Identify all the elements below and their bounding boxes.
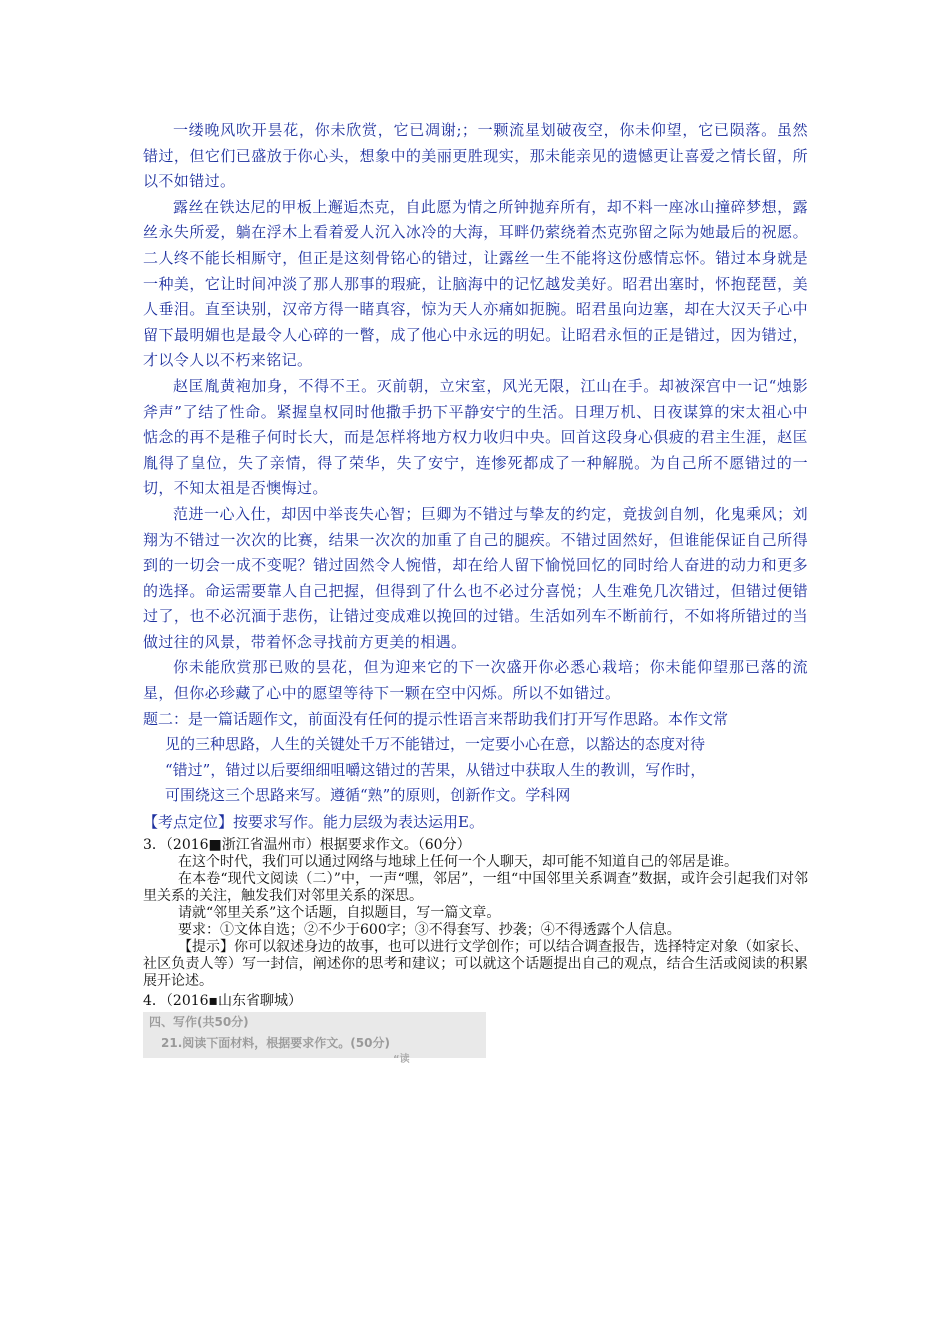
scanned-exam-image bbox=[143, 1012, 486, 1066]
question-3-paragraph: 在本卷“现代文阅读（二）”中，一声“嘿，邻居”，一组“中国邻里关系调查”数据，或许会引起我们对邻里关系的关注，触发我们对邻里关系的深思。 bbox=[143, 871, 808, 905]
question-3-header: 3．（2016■浙江省温州市）根据要求作文。（60分） bbox=[143, 837, 471, 854]
essay-paragraph: 一缕晚风吹开昙花，你未欣赏，它已凋谢;；一颗流星划破夜空，你未仰望，它已陨落。虽然错过，但它们已盛放于你心头，想象中的美丽更胜现实，那未能亲见的遗憾更让喜爱之情长留，所以不如错过。 bbox=[143, 121, 808, 191]
analysis-line: 见的三种思路，人生的关键处千万不能错过，一定要小心在意，以豁达的态度对待 bbox=[165, 735, 706, 754]
analysis-lead: 题二：是一篇话题作文，前面没有任何的提示性语言来帮助我们打开写作思路。本作文常 bbox=[143, 709, 729, 728]
question-3-hint: 【提示】你可以叙述身边的故事，也可以进行文学创作；可以结合调查报告，选择特定对象（如家长、社区负责人等）写一封信，阐述你的思考和建议；可以就这个话题提出自己的观点，结合生活或阅读的积累展开论述。 bbox=[143, 939, 808, 990]
exam-point-text: 按要求写作。能力层级为表达运用E。 bbox=[233, 813, 484, 832]
analysis-line: 可围绕这三个思路来写。遵循“熟”的原则，创新作文。学科网 bbox=[165, 786, 571, 805]
analysis-section bbox=[143, 707, 808, 809]
essay-paragraph: 你未能欣赏那已败的昙花，但为迎来它的下一次盛开你必悉心栽培；你未能仰望那已落的流星，但你必珍藏了心中的愿望等待下一颗在空中闪烁。所以不如错过。 bbox=[143, 658, 808, 703]
sample-essay bbox=[143, 118, 808, 707]
question-4-header: 4．（2016▪山东省聊城） bbox=[143, 993, 303, 1010]
exam-point-label: 【考点定位】 bbox=[143, 813, 234, 832]
question-3-paragraph: 在这个时代，我们可以通过网络与地球上任何一个人聊天，却可能不知道自己的邻居是谁。 bbox=[178, 854, 738, 871]
scan-line: 21.阅读下面材料，根据要求作文。(50分) bbox=[161, 1036, 390, 1051]
scan-line: “读 bbox=[393, 1054, 410, 1066]
analysis-line: “错过”，错过以后要细细咀嚼这错过的苦果，从错过中获取人生的教训，写作时， bbox=[165, 760, 706, 779]
question-3 bbox=[143, 837, 808, 990]
essay-paragraph: 露丝在铁达尼的甲板上邂逅杰克，自此愿为情之所钟抛弃所有，却不料一座冰山撞碎梦想，露丝永失所爱，躺在浮木上看着爱人沉入冰冷的大海，耳畔仍萦绕着杰克弥留之际为她最后的祝愿。二人终不能长相厮守，但正是这刻骨铭心的错过，让露丝一生不能将这份感情忘怀。错过本身就是一种美，它让时间冲淡了那人那事的瑕疵，让脑海中的记忆越发美好。昭君出塞时，怀抱琵琶，美人垂泪。直至诀别，汉帝方得一睹真容，惊为天人亦痛如扼腕。昭君虽向边塞，却在大汉天子心中留下最明媚也是最令人心碎的一瞥，成了他心中永远的明妃。让昭君永恒的正是错过，因为错过，才以令人以不朽来铭记。 bbox=[143, 197, 808, 370]
essay-paragraph: 范进一心入仕，却因中举丧失心智；巨卿为不错过与挚友的约定，竟拔剑自刎，化鬼乘风；刘翔为不错过一次次的比赛，结果一次次的加重了自己的腿疾。不错过固然好，但谁能保证自己所得到的一切会一成不变呢？错过固然令人惋惜，却在给人留下愉悦回忆的同时给人奋进的动力和更多的选择。命运需要靠人自己把握，但得到了什么也不必过分喜悦；人生难免几次错过，但错过便错过了，也不必沉湎于悲伤，让错过变成难以挽回的过错。生活如列车不断前行，不如将所错过的当做过往的风景，带着怀念寻找前方更美的相遇。 bbox=[143, 504, 808, 651]
question-3-requirements: 要求：①文体自选；②不少于600字；③不得套写、抄袭；④不得透露个人信息。 bbox=[178, 922, 681, 939]
scan-line: 四、写作(共50分) bbox=[149, 1015, 249, 1030]
essay-paragraph: 赵匡胤黄袍加身，不得不王。灭前朝，立宋室，风光无限，江山在手。却被深宫中一记“烛影斧声”了结了性命。紧握皇权同时他撒手扔下平静安宁的生活。日理万机、日夜谋算的宋太祖心中惦念的再不是稚子何时长大，而是怎样将地方权力收归中央。回首这段身心俱疲的君主生涯，赵匡胤得了皇位，失了亲情，得了荣华，失了安宁，连惨死都成了一种解脱。为自己所不愿错过的一切，不知太祖是否懊悔过。 bbox=[143, 376, 808, 498]
question-3-paragraph: 请就“邻里关系”这个话题，自拟题目，写一篇文章。 bbox=[178, 905, 501, 922]
document-page bbox=[143, 118, 808, 1066]
exam-point bbox=[143, 809, 808, 835]
